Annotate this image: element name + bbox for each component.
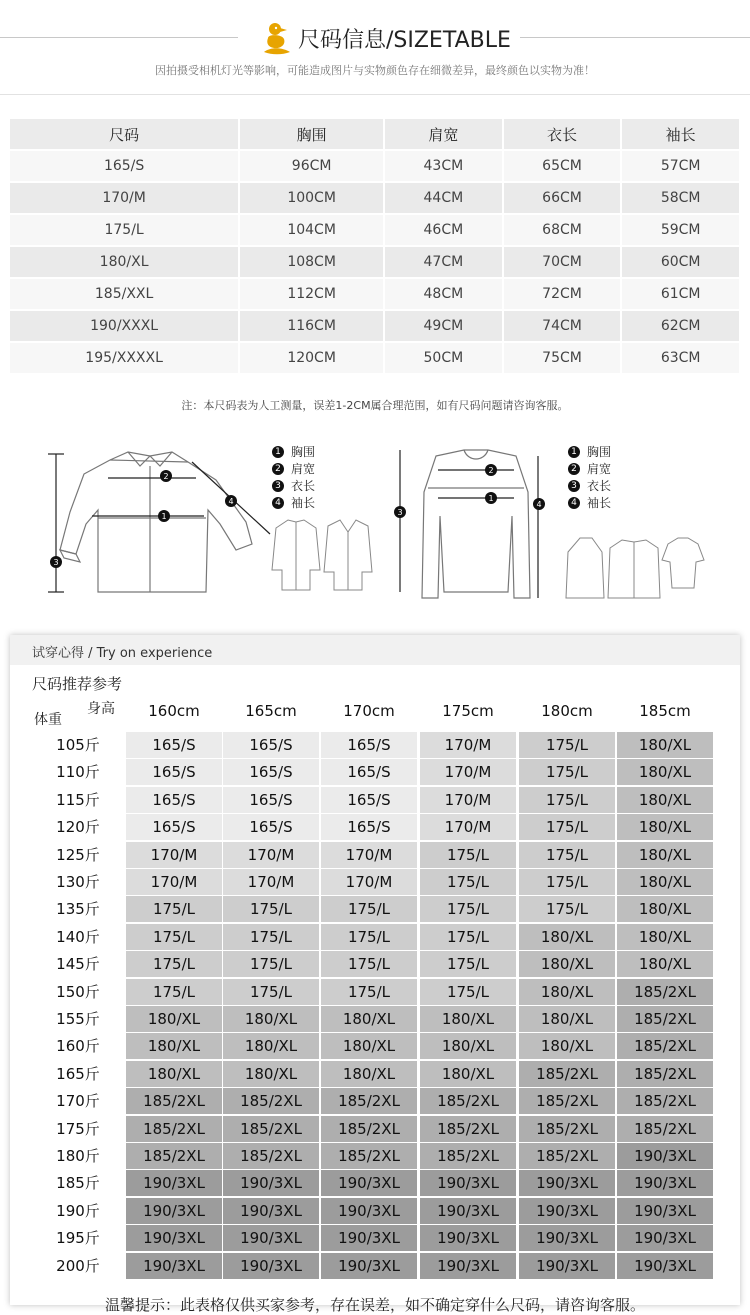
weight-cell: 115斤 bbox=[56, 790, 100, 809]
size-cell: 175/L bbox=[420, 869, 516, 895]
size-cell: 180/XL bbox=[126, 1006, 222, 1032]
marker-4-icon: 4 bbox=[568, 497, 580, 509]
table-cell: 65CM bbox=[504, 151, 621, 181]
size-cell: 190/3XL bbox=[223, 1198, 319, 1224]
height-header: 170cm bbox=[343, 702, 395, 720]
size-cell: 190/3XL bbox=[126, 1225, 222, 1251]
table-cell: 63CM bbox=[622, 343, 739, 373]
table-cell: 100CM bbox=[240, 183, 383, 213]
size-cell: 165/S bbox=[321, 814, 417, 840]
size-cell: 185/2XL bbox=[519, 1088, 615, 1114]
size-cell: 165/S bbox=[223, 759, 319, 785]
sweater-diagram-legend bbox=[568, 443, 611, 511]
table-cell: 180/XL bbox=[10, 247, 238, 277]
size-cell: 175/L bbox=[223, 924, 319, 950]
size-cell: 185/2XL bbox=[321, 1143, 417, 1169]
table-cell: 165/S bbox=[10, 151, 238, 181]
weight-cell: 105斤 bbox=[56, 736, 100, 754]
size-cell: 190/3XL bbox=[321, 1253, 417, 1279]
size-cell: 185/2XL bbox=[617, 979, 713, 1005]
table-cell: 61CM bbox=[622, 279, 739, 309]
size-cell: 180/XL bbox=[321, 1033, 417, 1059]
svg-text:2: 2 bbox=[163, 472, 169, 481]
table-cell: 70CM bbox=[504, 247, 621, 277]
size-cell: 180/XL bbox=[617, 924, 713, 950]
marker-3-icon bbox=[394, 506, 406, 518]
size-cell: 185/2XL bbox=[223, 1143, 319, 1169]
size-cell: 190/3XL bbox=[519, 1170, 615, 1196]
table-cell: 104CM bbox=[240, 215, 383, 245]
size-cell: 185/2XL bbox=[519, 1061, 615, 1087]
table-cell: 43CM bbox=[385, 151, 502, 181]
size-cell: 170/M bbox=[420, 787, 516, 813]
size-cell: 175/L bbox=[126, 924, 222, 950]
header-rule-right bbox=[520, 37, 750, 38]
size-cell: 180/XL bbox=[519, 951, 615, 977]
legend-item: 3 衣长 bbox=[568, 477, 611, 494]
size-cell: 180/XL bbox=[223, 1006, 319, 1032]
marker-4-icon bbox=[533, 498, 545, 510]
legend-item: 2 肩宽 bbox=[272, 460, 315, 477]
panel-title-bar bbox=[10, 635, 740, 665]
size-cell: 175/L bbox=[519, 842, 615, 868]
size-cell: 185/2XL bbox=[126, 1116, 222, 1142]
size-cell: 180/XL bbox=[223, 1033, 319, 1059]
weight-cell: 190斤 bbox=[56, 1201, 100, 1220]
size-cell: 180/XL bbox=[420, 1006, 516, 1032]
legend-item: 4 袖长 bbox=[272, 494, 315, 511]
size-cell: 190/3XL bbox=[617, 1253, 713, 1279]
size-cell: 180/XL bbox=[519, 1033, 615, 1059]
col-header: 袖长 bbox=[622, 119, 739, 149]
table-cell: 59CM bbox=[622, 215, 739, 245]
size-cell: 165/S bbox=[126, 759, 222, 785]
size-cell: 185/2XL bbox=[519, 1143, 615, 1169]
size-cell: 175/L bbox=[223, 979, 319, 1005]
size-cell: 175/L bbox=[321, 979, 417, 1005]
marker-1-icon: 1 bbox=[272, 446, 284, 458]
table-cell: 62CM bbox=[622, 311, 739, 341]
recommend-subtitle: 尺码推荐参考 bbox=[32, 675, 123, 693]
header-rule-left bbox=[0, 37, 238, 38]
size-cell: 165/S bbox=[223, 814, 319, 840]
marker-3-icon bbox=[50, 556, 62, 568]
height-label: 身高 bbox=[87, 701, 115, 717]
table-cell: 96CM bbox=[240, 151, 383, 181]
marker-3-icon: 3 bbox=[568, 480, 580, 492]
size-cell: 180/XL bbox=[617, 787, 713, 813]
size-cell: 175/L bbox=[420, 896, 516, 922]
size-cell: 175/L bbox=[519, 732, 615, 758]
table-cell: 120CM bbox=[240, 343, 383, 373]
table-cell: 68CM bbox=[504, 215, 621, 245]
weight-cell: 170斤 bbox=[56, 1092, 100, 1111]
marker-2-icon: 2 bbox=[568, 463, 580, 475]
table-cell: 175/L bbox=[10, 215, 238, 245]
table-row bbox=[10, 215, 739, 245]
size-cell: 190/3XL bbox=[321, 1225, 417, 1251]
size-cell: 170/M bbox=[223, 842, 319, 868]
weight-cell: 150斤 bbox=[56, 982, 100, 1001]
size-table-header bbox=[10, 119, 739, 149]
weight-cell: 165斤 bbox=[56, 1064, 100, 1083]
weight-cell: 185斤 bbox=[56, 1174, 100, 1193]
table-cell: 112CM bbox=[240, 279, 383, 309]
size-cell: 185/2XL bbox=[519, 1116, 615, 1142]
size-cell: 180/XL bbox=[420, 1061, 516, 1087]
table-corner-header bbox=[32, 697, 124, 737]
size-cell: 180/XL bbox=[420, 1033, 516, 1059]
size-cell: 175/L bbox=[420, 924, 516, 950]
size-cell: 190/3XL bbox=[617, 1198, 713, 1224]
size-cell: 175/L bbox=[126, 896, 222, 922]
footer-tip: 温馨提示：此表格仅供买家参考，存在误差，如不确定穿什么尺码，请咨询客服。 bbox=[104, 1296, 645, 1314]
panel-title: 试穿心得 / Try on experience bbox=[32, 646, 213, 661]
weight-cell: 125斤 bbox=[56, 845, 100, 864]
size-cell: 175/L bbox=[420, 979, 516, 1005]
col-header: 衣长 bbox=[504, 119, 621, 149]
legend-item: 3 衣长 bbox=[272, 477, 315, 494]
size-cell: 180/XL bbox=[321, 1061, 417, 1087]
svg-text:1: 1 bbox=[161, 512, 167, 521]
size-cell: 180/XL bbox=[617, 869, 713, 895]
size-cell: 175/L bbox=[126, 951, 222, 977]
col-header: 胸围 bbox=[240, 119, 383, 149]
table-cell: 57CM bbox=[622, 151, 739, 181]
size-cell: 175/L bbox=[519, 787, 615, 813]
weight-cell: 175斤 bbox=[56, 1119, 100, 1138]
weight-cell: 145斤 bbox=[56, 955, 100, 974]
size-cell: 180/XL bbox=[519, 979, 615, 1005]
marker-4-icon bbox=[225, 495, 237, 507]
marker-2-icon: 2 bbox=[272, 463, 284, 475]
size-cell: 180/XL bbox=[617, 896, 713, 922]
page-header bbox=[0, 0, 750, 95]
size-cell: 180/XL bbox=[617, 951, 713, 977]
size-cell: 190/3XL bbox=[420, 1170, 516, 1196]
svg-text:1: 1 bbox=[488, 494, 494, 503]
height-header: 175cm bbox=[442, 702, 494, 720]
legend-item: 2 肩宽 bbox=[568, 460, 611, 477]
table-row bbox=[10, 311, 739, 341]
weight-cell: 135斤 bbox=[56, 900, 100, 919]
size-cell: 175/L bbox=[420, 951, 516, 977]
size-cell: 170/M bbox=[126, 842, 222, 868]
weight-cell: 130斤 bbox=[56, 873, 100, 891]
size-cell: 190/3XL bbox=[420, 1198, 516, 1224]
size-cell: 170/M bbox=[321, 869, 417, 895]
size-cell: 165/S bbox=[126, 814, 222, 840]
col-header: 尺码 bbox=[10, 119, 238, 149]
size-cell: 190/3XL bbox=[321, 1198, 417, 1224]
size-cell: 175/L bbox=[519, 814, 615, 840]
table-cell: 44CM bbox=[385, 183, 502, 213]
svg-text:4: 4 bbox=[228, 497, 234, 506]
size-cell: 185/2XL bbox=[420, 1143, 516, 1169]
marker-1-icon: 1 bbox=[568, 446, 580, 458]
size-cell: 180/XL bbox=[617, 814, 713, 840]
size-cell: 175/L bbox=[519, 869, 615, 895]
page-title bbox=[262, 18, 511, 58]
size-cell: 190/3XL bbox=[420, 1253, 516, 1279]
size-cell: 190/3XL bbox=[617, 1225, 713, 1251]
size-cell: 165/S bbox=[321, 732, 417, 758]
size-cell: 175/L bbox=[321, 896, 417, 922]
size-cell: 165/S bbox=[223, 787, 319, 813]
table-cell: 108CM bbox=[240, 247, 383, 277]
size-cell: 190/3XL bbox=[519, 1198, 615, 1224]
size-cell: 190/3XL bbox=[519, 1225, 615, 1251]
size-cell: 170/M bbox=[223, 869, 319, 895]
marker-3-icon: 3 bbox=[272, 480, 284, 492]
size-cell: 175/L bbox=[223, 896, 319, 922]
size-cell: 185/2XL bbox=[617, 1006, 713, 1032]
marker-2-icon bbox=[160, 470, 172, 482]
table-row bbox=[10, 279, 739, 309]
size-cell: 175/L bbox=[519, 759, 615, 785]
size-cell: 165/S bbox=[126, 787, 222, 813]
size-cell: 190/3XL bbox=[223, 1170, 319, 1196]
size-cell: 170/M bbox=[321, 842, 417, 868]
size-cell: 185/2XL bbox=[126, 1143, 222, 1169]
size-cell: 180/XL bbox=[617, 732, 713, 758]
weight-cell: 110斤 bbox=[56, 763, 100, 782]
color-disclaimer: 因拍摄受相机灯光等影响，可能造成图片与实物颜色存在细微差异，最终颜色以实物为准！ bbox=[155, 64, 595, 77]
size-cell: 175/L bbox=[519, 896, 615, 922]
size-cell: 170/M bbox=[126, 869, 222, 895]
weight-cell: 180斤 bbox=[56, 1147, 100, 1165]
weight-cell: 195斤 bbox=[56, 1229, 100, 1248]
gold-duck-logo-icon bbox=[262, 21, 292, 55]
size-cell: 185/2XL bbox=[617, 1033, 713, 1059]
table-cell: 47CM bbox=[385, 247, 502, 277]
header-divider bbox=[0, 94, 750, 95]
table-cell: 72CM bbox=[504, 279, 621, 309]
size-cell: 175/L bbox=[223, 951, 319, 977]
size-cell: 185/2XL bbox=[223, 1088, 319, 1114]
size-cell: 165/S bbox=[321, 787, 417, 813]
height-header: 160cm bbox=[148, 702, 200, 720]
table-cell: 46CM bbox=[385, 215, 502, 245]
legend-item: 1 胸围 bbox=[272, 443, 315, 460]
weight-cell: 200斤 bbox=[56, 1256, 100, 1275]
height-header: 180cm bbox=[541, 702, 593, 720]
shirt-measurement-diagram bbox=[20, 432, 280, 607]
size-cell: 190/3XL bbox=[519, 1253, 615, 1279]
top-thumbnails-icon bbox=[562, 530, 707, 605]
svg-text:4: 4 bbox=[536, 500, 542, 509]
weight-cell: 140斤 bbox=[56, 927, 100, 946]
table-cell: 66CM bbox=[504, 183, 621, 213]
legend-item: 1 胸围 bbox=[568, 443, 611, 460]
height-header: 165cm bbox=[245, 702, 297, 720]
height-header: 185cm bbox=[639, 702, 691, 720]
table-cell: 185/XXL bbox=[10, 279, 238, 309]
size-cell: 185/2XL bbox=[420, 1116, 516, 1142]
size-cell: 165/S bbox=[223, 732, 319, 758]
size-cell: 180/XL bbox=[519, 1006, 615, 1032]
legend-item: 4 袖长 bbox=[568, 494, 611, 511]
size-cell: 180/XL bbox=[126, 1061, 222, 1087]
table-cell: 48CM bbox=[385, 279, 502, 309]
size-cell: 180/XL bbox=[617, 842, 713, 868]
table-cell: 116CM bbox=[240, 311, 383, 341]
table-cell: 75CM bbox=[504, 343, 621, 373]
weight-label: 体重 bbox=[34, 712, 62, 728]
size-cell: 165/S bbox=[321, 759, 417, 785]
table-row bbox=[10, 247, 739, 277]
table-row bbox=[10, 343, 739, 373]
marker-2-icon bbox=[485, 464, 497, 476]
size-cell: 175/L bbox=[321, 951, 417, 977]
size-cell: 180/XL bbox=[321, 1006, 417, 1032]
table-cell: 50CM bbox=[385, 343, 502, 373]
size-cell: 175/L bbox=[126, 979, 222, 1005]
marker-1-icon bbox=[485, 492, 497, 504]
weight-cell: 160斤 bbox=[56, 1037, 100, 1056]
marker-1-icon bbox=[158, 510, 170, 522]
size-cell: 170/M bbox=[420, 814, 516, 840]
jacket-thumbnails-icon bbox=[266, 510, 376, 600]
size-cell: 170/M bbox=[420, 759, 516, 785]
table-cell: 58CM bbox=[622, 183, 739, 213]
size-cell: 180/XL bbox=[223, 1061, 319, 1087]
table-cell: 190/XXXL bbox=[10, 311, 238, 341]
size-cell: 190/3XL bbox=[617, 1143, 713, 1169]
size-cell: 190/3XL bbox=[126, 1170, 222, 1196]
svg-text:2: 2 bbox=[488, 466, 494, 475]
table-cell: 60CM bbox=[622, 247, 739, 277]
size-cell: 190/3XL bbox=[321, 1170, 417, 1196]
table-cell: 49CM bbox=[385, 311, 502, 341]
sweater-measurement-diagram bbox=[388, 432, 563, 607]
size-cell: 185/2XL bbox=[321, 1116, 417, 1142]
size-cell: 185/2XL bbox=[420, 1088, 516, 1114]
size-cell: 185/2XL bbox=[617, 1088, 713, 1114]
size-cell: 180/XL bbox=[519, 924, 615, 950]
size-cell: 185/2XL bbox=[617, 1116, 713, 1142]
svg-text:3: 3 bbox=[397, 508, 403, 517]
svg-text:3: 3 bbox=[53, 558, 59, 567]
size-cell: 185/2XL bbox=[321, 1088, 417, 1114]
size-table-note: 注：本尺码表为人工测量，误差1-2CM属合理范围，如有尺码问题请咨询客服。 bbox=[181, 399, 569, 412]
size-cell: 180/XL bbox=[126, 1033, 222, 1059]
weight-cell: 120斤 bbox=[56, 818, 100, 837]
size-cell: 175/L bbox=[420, 842, 516, 868]
size-cell: 190/3XL bbox=[420, 1225, 516, 1251]
title-text: 尺码信息/SIZETABLE bbox=[298, 27, 511, 53]
table-row bbox=[10, 151, 739, 181]
table-cell: 74CM bbox=[504, 311, 621, 341]
size-cell: 170/M bbox=[420, 732, 516, 758]
size-cell: 190/3XL bbox=[126, 1198, 222, 1224]
size-cell: 185/2XL bbox=[223, 1116, 319, 1142]
size-cell: 190/3XL bbox=[617, 1170, 713, 1196]
shirt-diagram-legend bbox=[272, 443, 315, 511]
size-cell: 190/3XL bbox=[223, 1225, 319, 1251]
size-cell: 190/3XL bbox=[126, 1253, 222, 1279]
recommendation-panel bbox=[10, 635, 740, 1305]
size-cell: 185/2XL bbox=[617, 1061, 713, 1087]
size-cell: 165/S bbox=[126, 732, 222, 758]
size-cell: 180/XL bbox=[617, 759, 713, 785]
table-cell: 170/M bbox=[10, 183, 238, 213]
col-header: 肩宽 bbox=[385, 119, 502, 149]
weight-cell: 155斤 bbox=[56, 1010, 100, 1028]
size-cell: 185/2XL bbox=[126, 1088, 222, 1114]
size-cell: 175/L bbox=[321, 924, 417, 950]
table-row bbox=[10, 183, 739, 213]
table-cell: 195/XXXXL bbox=[10, 343, 238, 373]
size-cell: 190/3XL bbox=[223, 1253, 319, 1279]
size-table bbox=[8, 117, 741, 375]
marker-4-icon: 4 bbox=[272, 497, 284, 509]
